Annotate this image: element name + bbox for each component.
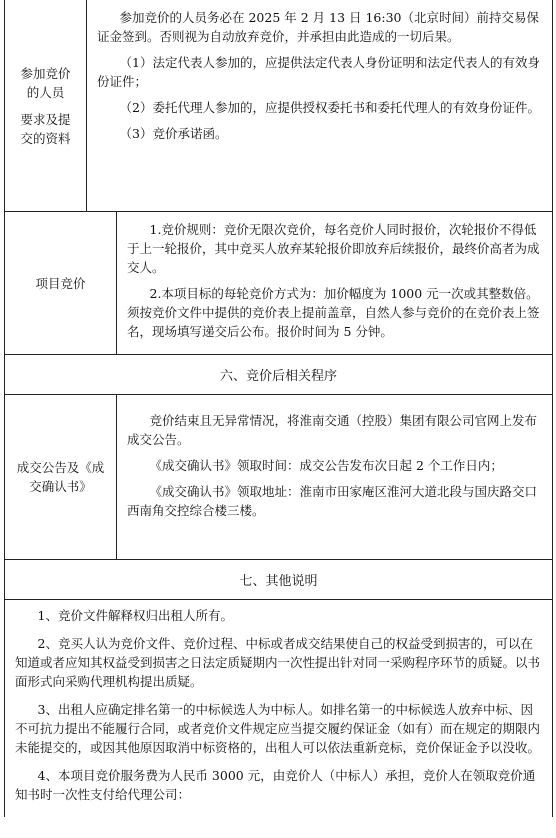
paragraph: （1）法定代表人参加的，应提供法定代表人身份证明和法定代表人的有效身份证件； (97, 55, 540, 89)
paragraph: 1.竞价规则：竞价无限次竞价，每名竞价人同时报价，次轮报价不得低于上一轮报价，其中竞买人放弃某轮报价即放弃后续报价，最终价高者为成交人。 (127, 222, 540, 275)
paragraph: 竞价结束且无异常情况，将淮南交通（控股）集团有限公司官网上发布成交公告。 (127, 413, 538, 447)
section-title: 六、竞价后相关程序 (219, 369, 337, 384)
label-line: 参加竞价 (20, 65, 71, 81)
document-table (4, 0, 553, 817)
announcement-row (5, 395, 552, 560)
announcement-label (5, 395, 117, 559)
label-text: 项目竞价 (35, 275, 86, 291)
paragraph: 《成交确认书》领取时间：成交公告发布次日起 2 个工作日内； (149, 458, 503, 473)
note-item: 4、本项目竞价服务费为人民币 3000 元，由竞价人（中标人）承担，竞价人在领取竞价通知书时一次性支付给代理公司： (15, 768, 536, 802)
participants-row (5, 0, 552, 212)
paragraph: 2.本项目标的每轮竞价方式为：加价幅度为 1000 元一次或其整数倍。须按竞价文件中提供的竞价表上提前盖章，自然人参与竞价的在竞价表上签名，现场填写递交后公布。报价时间为 5 分钟。 (127, 286, 540, 339)
section-6-heading (5, 355, 552, 395)
label-line: 交的资料 (20, 130, 71, 146)
section-title: 七、其他说明 (239, 574, 318, 589)
label-line: 的人员 (26, 84, 65, 100)
paragraph: 《成交确认书》领取地址：淮南市田家庵区淮河大道北段与国庆路交口西南角交控综合楼三楼。 (127, 484, 538, 518)
note-item: 1、竞价文件解释权归出租人所有。 (37, 608, 233, 623)
bidding-row (5, 212, 552, 355)
note-item: 3、出租人应确定排名第一的中标候选人为中标人。如排名第一的中标候选人放弃中标、因不可抗力提出不能履行合同，或者竞价文件规定应当提交履约保证金（如有）而在规定的期限内未能提交的，或因其他原因取消中标资格的，出租人可以依法重新竞标，竞价保证金予以没收。 (15, 702, 541, 755)
participants-label (5, 0, 87, 211)
announcement-content (117, 395, 552, 559)
note-item: 2、竞买人认为竞价文件、竞价过程、中标或者成交结果使自己的权益受到损害的，可以在知道或者应知其权益受到损害之日法定质疑期内一次性提出针对同一采购程序环节的质疑。以书面形式向采购代理机构提出质疑。 (15, 636, 541, 689)
label-line: 交确认书》 (29, 479, 92, 494)
participants-content (87, 0, 552, 211)
section-7-heading (5, 560, 552, 600)
label-line: 成交公告及《成 (16, 460, 105, 475)
other-notes (5, 600, 552, 817)
paragraph: （3）竞价承诺函。 (119, 126, 228, 141)
paragraph: （2）委托代理人参加的，应提供授权委托书和委托代理人的有效身份证件。 (119, 100, 540, 115)
bidding-content (117, 212, 552, 354)
paragraph: 参加竞价的人员务必在 2025 年 2 月 13 日 16:30（北京时间）前持交易保证金签到。否则视为自动放弃竞价，并承担由此造成的一切后果。 (97, 10, 540, 44)
bidding-label (5, 212, 117, 354)
label-line: 要求及提 (20, 111, 71, 127)
